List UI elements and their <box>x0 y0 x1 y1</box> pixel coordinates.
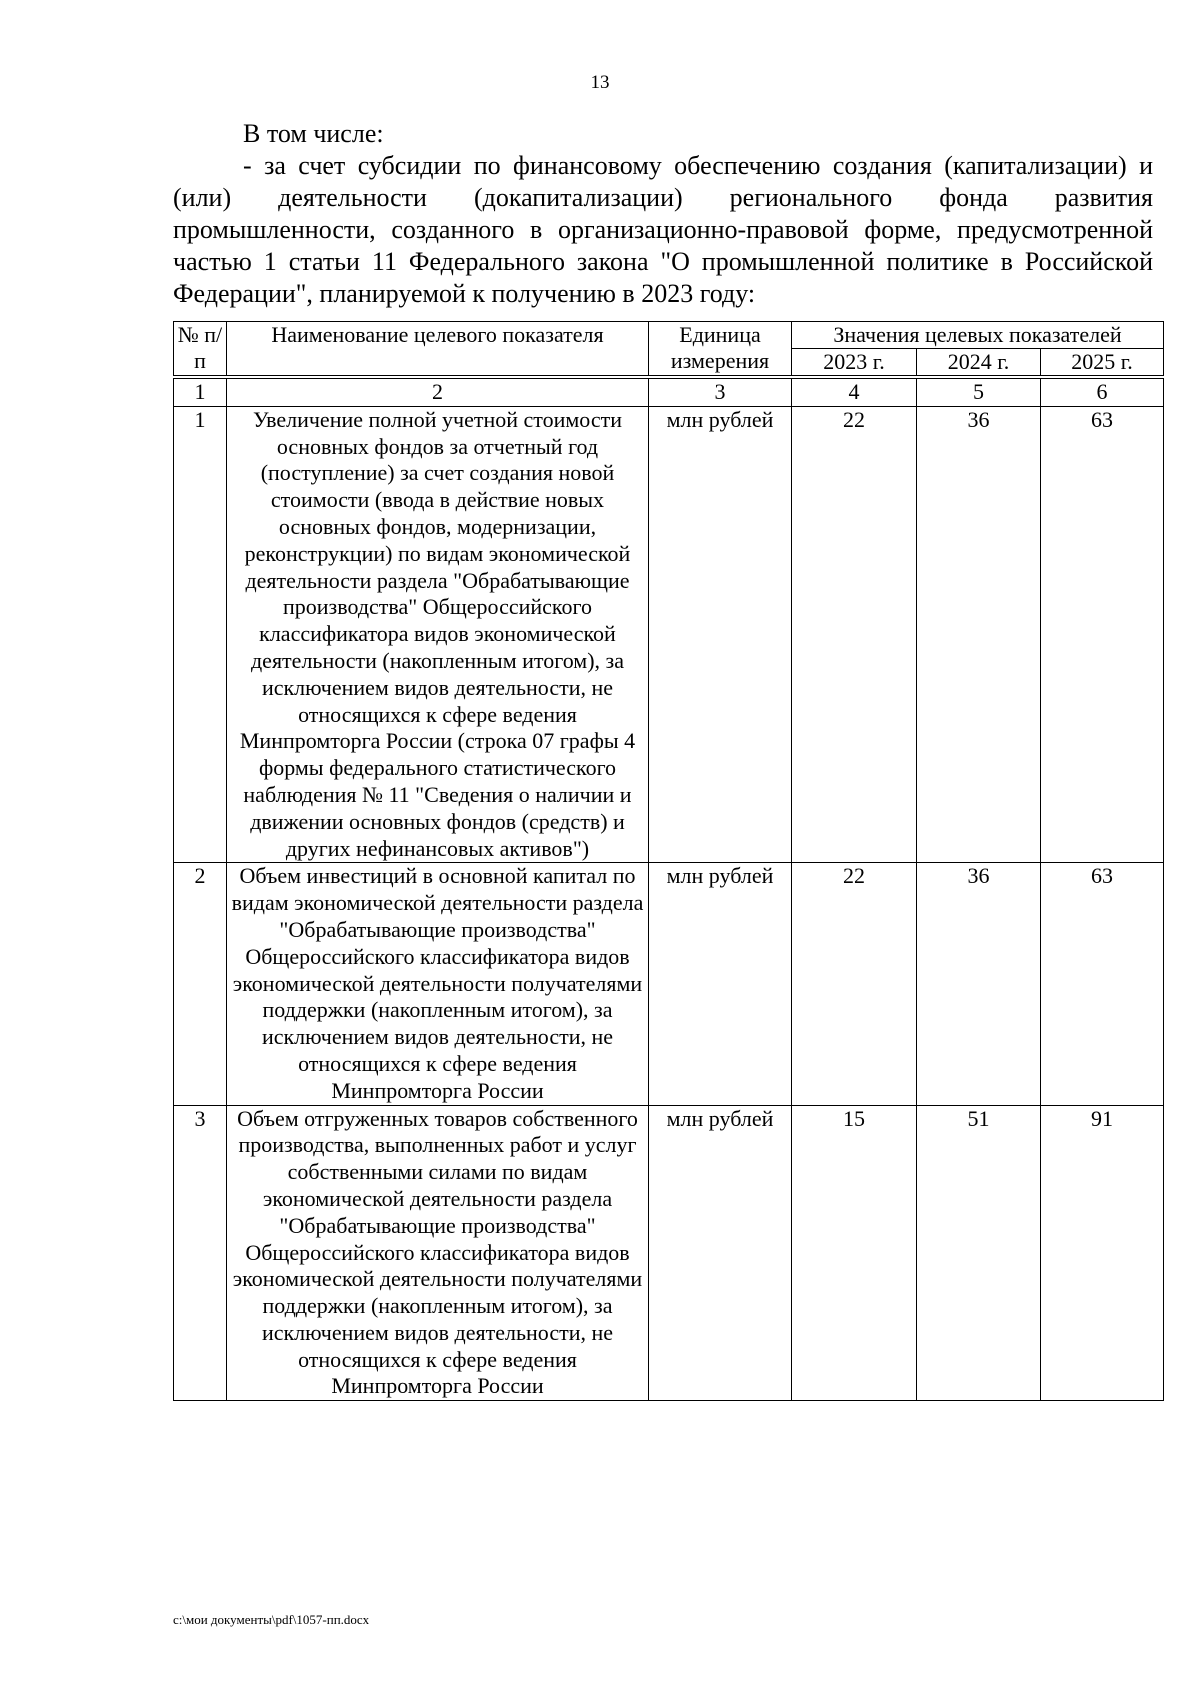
page-number: 13 <box>590 72 610 93</box>
row-value-2023: 22 <box>792 406 917 863</box>
header-values-group: Значения целевых показателей <box>792 322 1164 349</box>
header-year-2023: 2023 г. <box>792 349 917 376</box>
intro-paragraph: - за счет субсидии по финансовому обеспечению создания (капитализации) и (или) деятельности (докапитализации) регионального фонда развития промышленности, созданного в организационно-правовой форме, предусмотренной частью 1 статьи 11 Федерального закона "О промышленной политике в Российской Федерации", планируемой к получению в 2023 году: <box>173 151 1153 308</box>
targets-table <box>173 321 1164 1401</box>
row-value-2024: 36 <box>917 863 1041 1105</box>
row-unit: млн рублей <box>649 1105 792 1401</box>
header-name: Наименование целевого показателя <box>227 322 649 376</box>
row-value-2024: 51 <box>917 1105 1041 1401</box>
table-row <box>174 863 1164 1105</box>
row-name: Увеличение полной учетной стоимости основных фондов за отчетный год (поступление) за счет создания новой стоимости (ввода в действие новых основных фондов, модернизации, реконструкции) по видам экономической деятельности раздела "Обрабатывающие производства" Общероссийского классификатора видов экономической деятельности (накопленным итогом), за исключением видов деятельности, не относящихся к сфере ведения Минпромторга России (строка 07 графы 4 формы федерального статистического наблюдения № 11 "Сведения о наличии и движении основных фондов (средств) и других нефинансовых активов") <box>227 406 649 863</box>
row-unit: млн рублей <box>649 406 792 863</box>
header-unit: Единица измерения <box>649 322 792 376</box>
row-num: 2 <box>174 863 227 1105</box>
table-header-row <box>174 322 1164 349</box>
row-name: Объем инвестиций в основной капитал по видам экономической деятельности раздела "Обрабатывающие производства" Общероссийского классификатора видов экономической деятельности получателями поддержки (накопленным итогом), за исключением видов деятельности, не относящихся к сфере ведения Минпромторга России <box>227 863 649 1105</box>
col-number: 2 <box>227 379 649 407</box>
intro-line: В том числе: <box>243 119 384 148</box>
row-num: 3 <box>174 1105 227 1401</box>
header-year-2024: 2024 г. <box>917 349 1041 376</box>
row-value-2023: 15 <box>792 1105 917 1401</box>
table-row <box>174 406 1164 863</box>
col-number: 5 <box>917 379 1041 407</box>
header-num: № п/п <box>174 322 227 376</box>
col-number: 6 <box>1041 379 1164 407</box>
col-number: 4 <box>792 379 917 407</box>
row-value-2025: 91 <box>1041 1105 1164 1401</box>
intro-text <box>173 118 1153 310</box>
col-number: 1 <box>174 379 227 407</box>
row-unit: млн рублей <box>649 863 792 1105</box>
row-value-2025: 63 <box>1041 863 1164 1105</box>
table-col-numbers-row <box>174 379 1164 407</box>
row-value-2024: 36 <box>917 406 1041 863</box>
col-number: 3 <box>649 379 792 407</box>
row-value-2025: 63 <box>1041 406 1164 863</box>
footer-file-path: c:\мои документы\pdf\1057-пп.docx <box>173 1612 370 1627</box>
table-row <box>174 1105 1164 1401</box>
header-year-2025: 2025 г. <box>1041 349 1164 376</box>
row-value-2023: 22 <box>792 863 917 1105</box>
row-num: 1 <box>174 406 227 863</box>
row-name: Объем отгруженных товаров собственного производства, выполненных работ и услуг собственными силами по видам экономической деятельности раздела "Обрабатывающие производства" Общероссийского классификатора видов экономической деятельности получателями поддержки (накопленным итогом), за исключением видов деятельности, не относящихся к сфере ведения Минпромторга России <box>227 1105 649 1401</box>
